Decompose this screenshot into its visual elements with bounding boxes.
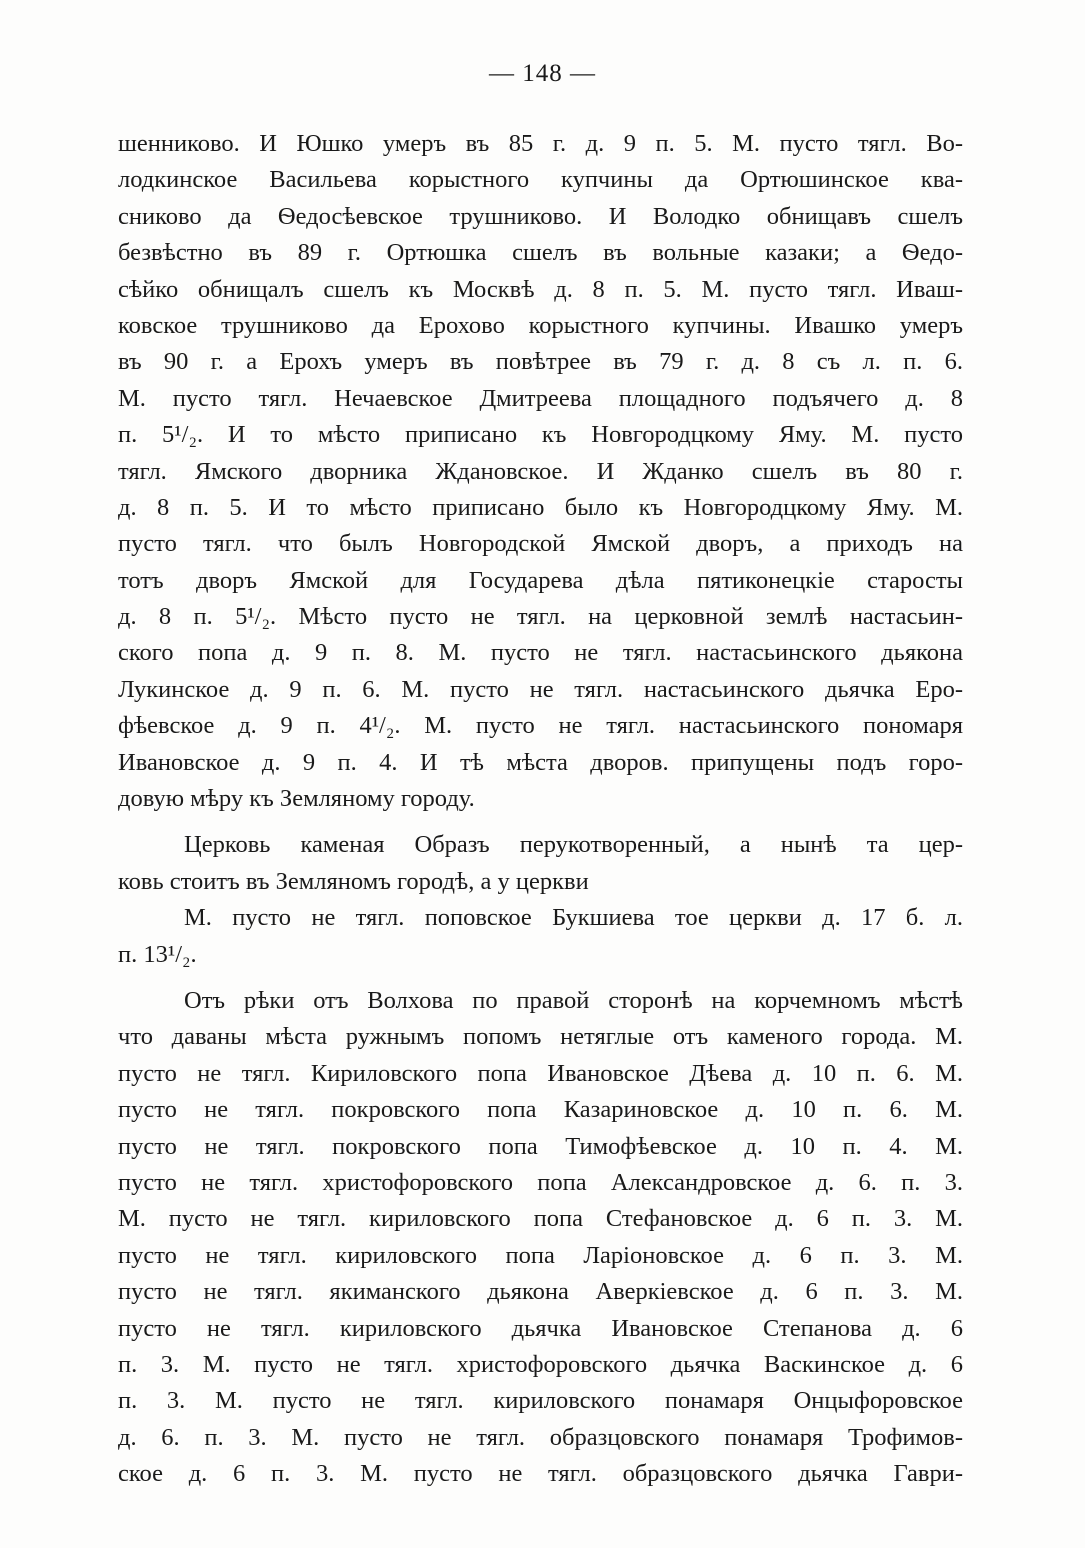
text-line: п. 3. М. пусто не тягл. кириловского понамаря Онцыфоровское: [118, 1387, 963, 1415]
text-line: Церковь каменая Образъ перукотворенный, а нынѣ та цер-: [184, 831, 963, 859]
text-line: Лукинское д. 9 п. 6. М. пусто не тягл. настасьинского дьячка Еро-: [118, 675, 963, 703]
text-line: пусто не тягл. покровского попа Казариновское д. 10 п. 6. М.: [118, 1096, 963, 1124]
text-line: п. 13¹/₂.: [118, 940, 197, 968]
text-line: сниково да Ѳедосѣевское трушниково. И Володко обнищавъ сшелъ: [118, 202, 963, 230]
text-line: что даваны мѣста ружнымъ попомъ нетяглые отъ каменого города. М.: [118, 1023, 963, 1051]
text-line: пусто не тягл. кириловского попа Ларіоновское д. 6 п. 3. М.: [118, 1241, 963, 1269]
text-line: въ 90 г. а Ерохъ умеръ въ повѣтрее въ 79 г. д. 8 съ л. п. 6.: [118, 348, 963, 376]
text-line: пусто не тягл. якиманского дьякона Аверкіевское д. 6 п. 3. М.: [118, 1278, 963, 1306]
paragraph: [118, 983, 963, 1492]
text-line: сѣйко обнищалъ сшелъ къ Москвѣ д. 8 п. 5. М. пусто тягл. Иваш-: [118, 275, 963, 303]
text-line: ковь стоитъ въ Земляномъ городѣ, а у церкви: [118, 867, 589, 895]
text-line: п. 5¹/₂. И то мѣсто приписано къ Новгородцкому Яму. М. пусто: [118, 421, 963, 449]
text-line: довую мѣру къ Земляному городу.: [118, 785, 475, 813]
body-text: [118, 126, 963, 1492]
text-line: ковское трушниково да Ерохово корыстного купчины. Ивашко умеръ: [118, 311, 963, 339]
text-line: п. 3. М. пусто не тягл. христофоровского дьячка Васкинское д. 6: [118, 1350, 963, 1378]
text-line: тотъ дворъ Ямской для Государева дѣла пятиконецкіе старосты: [118, 566, 963, 594]
text-line: пусто не тягл. покровского попа Тимофѣевское д. 10 п. 4. М.: [118, 1132, 963, 1160]
text-line: безвѣстно въ 89 г. Ортюшка сшелъ въ вольные казаки; а Ѳедо-: [118, 239, 963, 267]
text-line: М. пусто не тягл. поповское Букшиева тое церкви д. 17 б. л.: [184, 904, 963, 932]
text-line: пусто не тягл. христофоровского попа Александровское д. 6. п. 3.: [118, 1168, 963, 1196]
text-line: фѣевское д. 9 п. 4¹/₂. М. пусто не тягл. настасьинского пономаря: [118, 712, 963, 740]
paragraph: [118, 827, 963, 900]
paragraph: [118, 126, 963, 817]
text-line: Отъ рѣки отъ Волхова по правой сторонѣ на корчемномъ мѣстѣ: [184, 986, 963, 1014]
text-line: ского попа д. 9 п. 8. М. пусто не тягл. настасьинского дьякона: [118, 639, 963, 667]
text-line: пусто не тягл. кириловского дьячка Ивановское Степанова д. 6: [118, 1314, 963, 1342]
text-line: Ивановское д. 9 п. 4. И тѣ мѣста дворов. припущены подъ горо-: [118, 748, 963, 776]
text-line: М. пусто не тягл. кириловского попа Стефановское д. 6 п. 3. М.: [118, 1205, 963, 1233]
page-number: — 148 —: [489, 60, 596, 87]
text-line: д. 8 п. 5. И то мѣсто приписано было къ Новгородцкому Яму. М.: [118, 493, 963, 521]
text-line: тягл. Ямского дворника Ждановское. И Жданко сшелъ въ 80 г.: [118, 457, 963, 485]
text-line: пусто не тягл. Кириловского попа Ивановское Дѣева д. 10 п. 6. М.: [118, 1059, 963, 1087]
text-line: д. 6. п. 3. М. пусто не тягл. образцовского понамаря Трофимов-: [118, 1423, 963, 1451]
text-line: ское д. 6 п. 3. М. пусто не тягл. образцовского дьячка Гаври-: [118, 1460, 963, 1488]
paragraph: [118, 900, 963, 973]
text-line: пусто тягл. что былъ Новгородской Ямской дворъ, а приходъ на: [118, 530, 963, 558]
text-line: шенниково. И Юшко умеръ въ 85 г. д. 9 п. 5. М. пусто тягл. Во-: [118, 130, 963, 157]
text-line: д. 8 п. 5¹/₂. Мѣсто пусто не тягл. на церковной землѣ настасьин-: [118, 603, 963, 631]
text-line: лодкинское Васильева корыстного купчины да Ортюшинское ква-: [118, 166, 963, 194]
text-line: М. пусто тягл. Нечаевское Дмитреева площадного подъячего д. 8: [118, 384, 963, 412]
